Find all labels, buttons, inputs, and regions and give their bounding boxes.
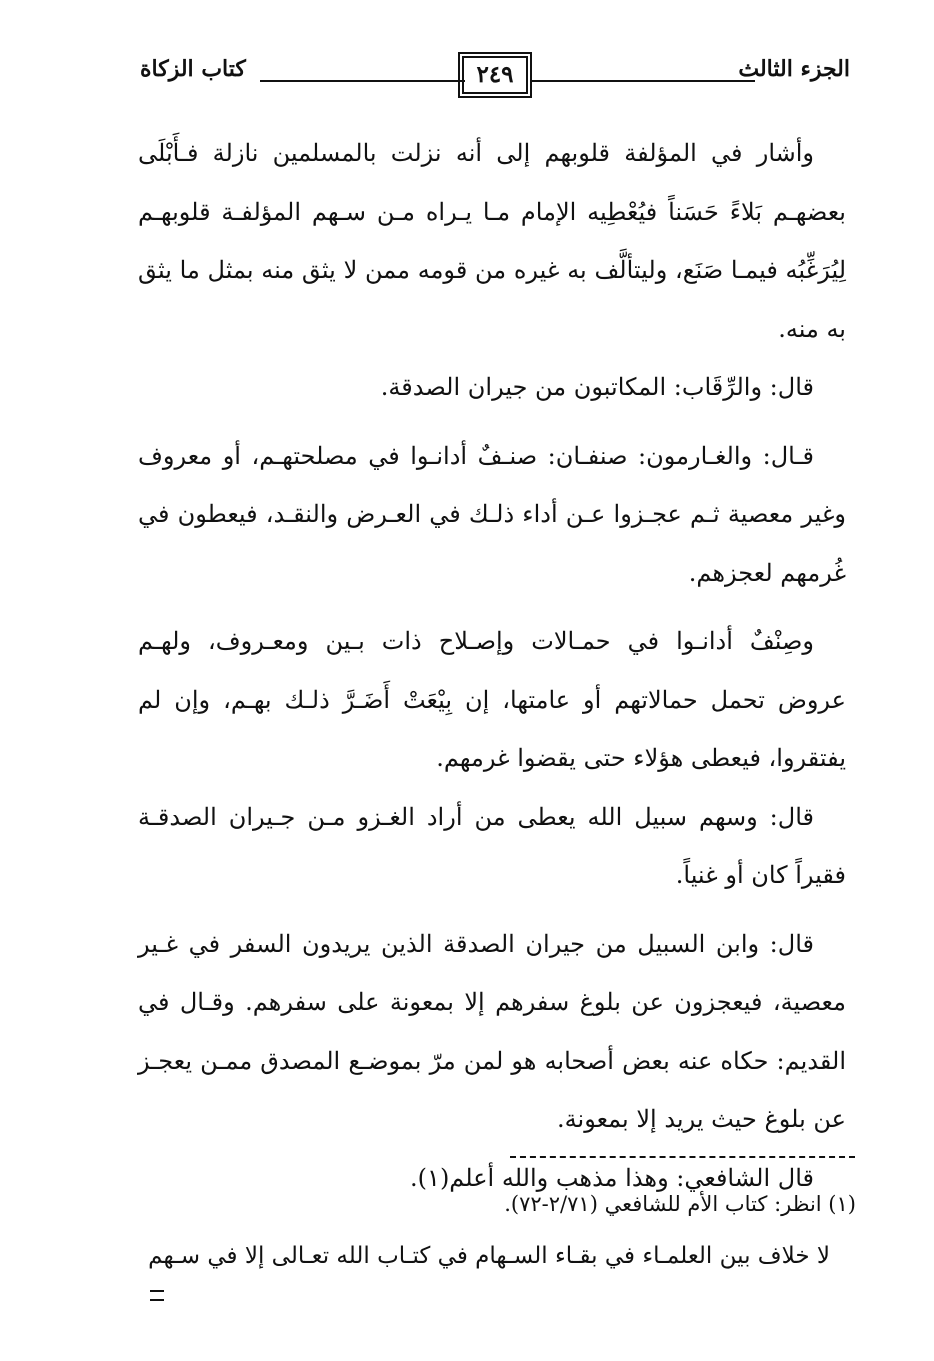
footnote-separator (510, 1156, 855, 1158)
paragraph-7: قال الشافعي: وهذا مذهب والله أعلم(١). (410, 1163, 814, 1192)
paragraph-6: قال: وابن السبيل من جيران الصدقة الذين يريدون السفر في غـير معصية، فيعجزون عن بلوغ سفرهم إلا بمعونة على سفرهم. وقـال في القديم: حكاه عنه بعض أصحابه هو لمن مرّ بموضـع المصدق ممـن يعجـز عن بلوغ حيث يريد إلا بمعونة. (138, 929, 846, 1133)
paragraph-1: وأشار في المؤلفة قلوبهم إلى أنه نزلت بالمسلمين نازلة فـأَبْلَى بعضهـم بَلاءً حَسَناً فيُعْطِيه الإمام مـا يـراه مـن سـهم المؤلفـة قلوبهـم لِيُرَغِّبُه فيمـا صَنَع، وليتألَّف به غيره من قومه ممن لا يثق منه بمثل ما يثق به منه. (138, 139, 846, 343)
footnote-1: (١) انظر: كتاب الأم للشافعي (٢/٧١-٧٢). (504, 1192, 856, 1216)
paragraph-5: قال: وسهم سبيل الله يعطى من أراد الغـزو مـن جـيران الصدقـة فقيراً كان أو غنياً. (138, 802, 846, 889)
header-rule-right (530, 80, 755, 82)
page-header (140, 50, 850, 96)
main-text (138, 124, 846, 1207)
paragraph-4: وصِنْفٌ أدانـوا في حمـالات وإصـلاح ذات بـين ومعـروف، ولهـم عروض تحمل حمالاتهم أو عامتها، إن بِيْعَتْ أَضَـرَّ ذلـك بهـم، وإن لم يفتقروا، فيعطى هؤلاء حتى يقضوا غرمهم. (138, 627, 846, 772)
catchword-mark (150, 1290, 164, 1301)
book-title: كتاب الزكاة (140, 56, 246, 82)
page-number: ٢٤٩ (462, 56, 528, 94)
paragraph-3: قـال: والغـارمون: صنفـان: صنـفٌ أدانـوا في مصلحتهـم، أو معروف وغير معصية ثـم عجـزوا عـن أداء ذلـك في العـرض والنقـد، فيعطون في غُرمهم لعجزهم. (138, 441, 846, 587)
header-rule-left (260, 80, 465, 82)
continuation-line: لا خلاف بين العلمـاء في بقـاء السـهام في كتـاب الله تعـالى إلا في سـهم (148, 1243, 830, 1269)
part-title: الجزء الثالث (738, 56, 850, 82)
paragraph-2: قال: والرِّقَاب: المكاتبون من جيران الصدقة. (380, 373, 814, 401)
